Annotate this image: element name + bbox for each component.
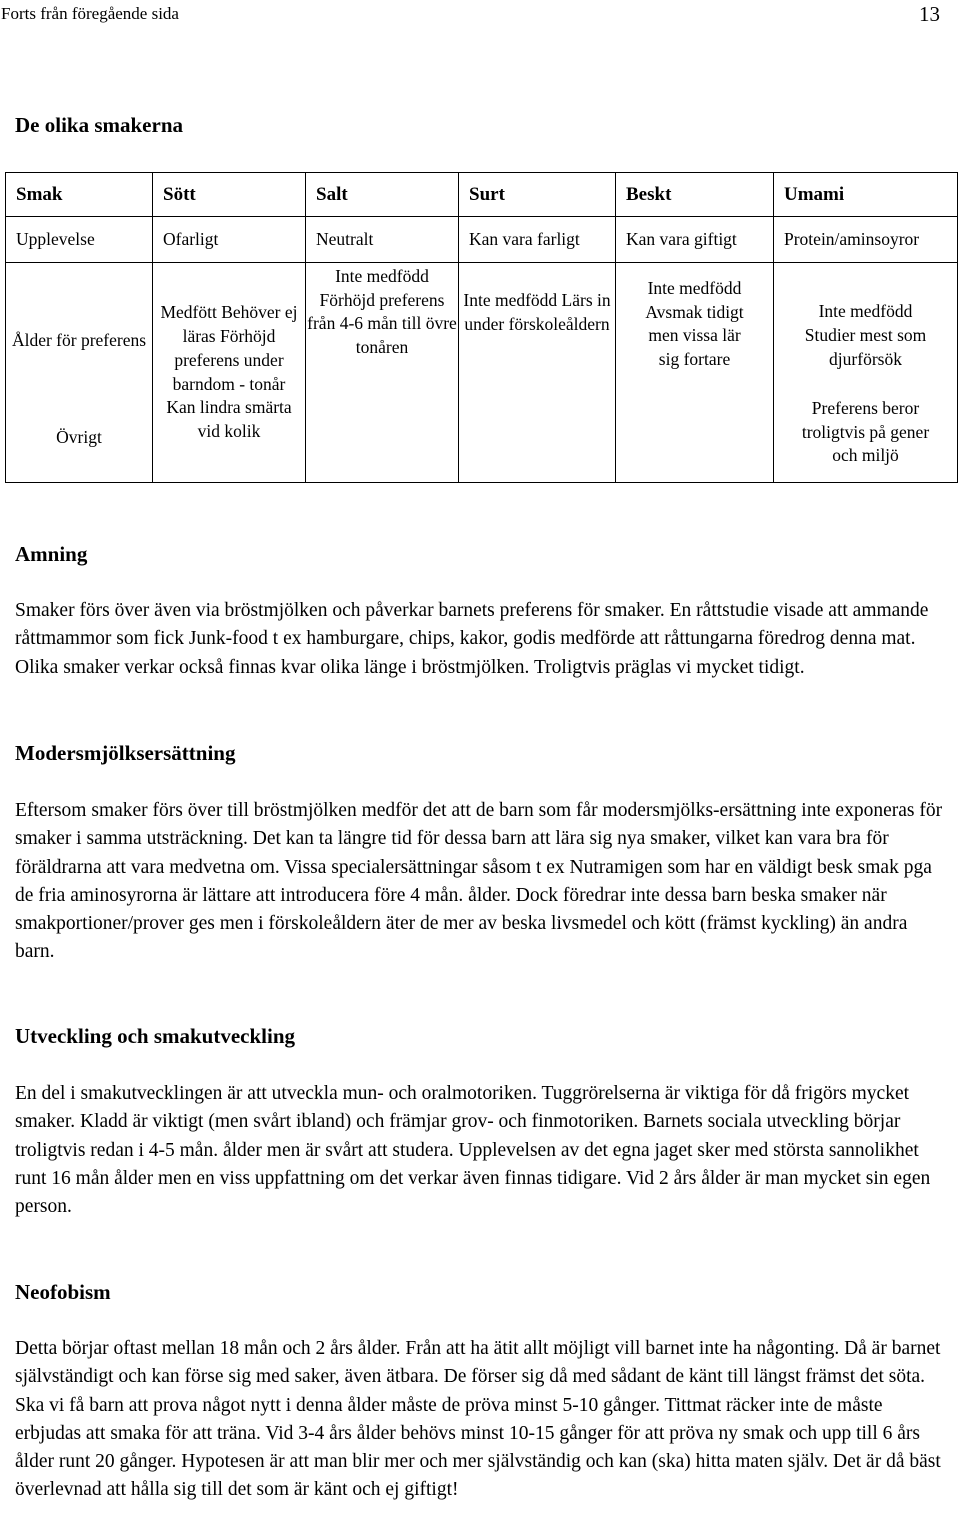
table-header-row: [6, 173, 958, 217]
running-header: Forts från föregående sida: [1, 4, 179, 23]
header-cell-smak: Smak: [6, 173, 153, 217]
cell-sott: [153, 263, 306, 483]
row-label-ovrigt: Övrigt: [56, 426, 102, 447]
table-row-preferens: [6, 263, 958, 483]
cell-row-labels: [6, 263, 153, 483]
cell-upplevelse-label: Upplevelse: [6, 217, 153, 263]
taste-table: [5, 172, 958, 483]
page-number: 13: [919, 2, 940, 26]
cell-upplevelse-surt: Kan vara farligt: [459, 217, 616, 263]
cell-upplevelse-beskt: Kan vara giftigt: [616, 217, 774, 263]
header-cell-surt: Surt: [459, 173, 616, 217]
header-cell-beskt: Beskt: [616, 173, 774, 217]
umami-preferens-text: Inte medfödd Studier mest som djurförsök: [804, 301, 927, 369]
cell-salt: [306, 263, 459, 483]
cell-umami: [774, 263, 958, 483]
sott-ovrigt-text: Kan lindra smärta vid kolik: [166, 397, 292, 441]
row-label-alder: Ålder för preferens: [11, 330, 147, 351]
paragraph-utveckling: En del i smakutvecklingen är att utveckla mun- och oralmotoriken. Tuggrörelserna är viktiga för då frigörs mycket smaker. Kladd är viktigt (men svårt ibland) och främjar grov- och finmotoriken. Barnets sociala utveckling börjar troligtvis redan i 4-5 mån. ålder men är svårt att studera. Upplevelsen av det egna jaget sker med största sannolikhet runt 16 mån ålder men en viss uppfattning om det verkar även finnas tidigare. Vid 2 års ålder är man mycket sin egen person.: [15, 1083, 931, 1218]
beskt-text: Inte medfödd Avsmak tidigt men vissa lär sig fortare: [645, 278, 744, 370]
section-title-smakerna: De olika smakerna: [15, 113, 183, 137]
heading-amning: Amning: [15, 542, 88, 566]
salt-text: Inte medfödd Förhöjd preferens från 4-6 mån till övre tonåren: [307, 266, 457, 358]
heading-neofobism: Neofobism: [15, 1280, 111, 1304]
cell-upplevelse-salt: Neutralt: [306, 217, 459, 263]
cell-surt: [459, 263, 616, 483]
heading-utveckling: Utveckling och smakutveckling: [15, 1024, 296, 1048]
paragraph-neofobism: Detta börjar oftast mellan 18 mån och 2 års ålder. Från att ha ätit allt möjligt vill barnet inte ha någonting. Då är barnet självständigt och kan förse sig med saker, även ätbara. De förser sig då med sådant de känt till längst främst det söta. Ska vi få barn att prova något nytt i denna ålder måste de pröva minst 5-10 gånger. Tittmat räcker inte de måste erbjudas att smaka för att träna. Vid 3-4 års ålder behövs minst 10-15 gånger för att pröva ny smak och upp till 6 års ålder runt 20 gånger. Hypotesen är att man blir mer och mer självständig och kan (ska) hitta maten själv. Det är då bäst överlevnad att hålla sig till det som är känt och ej giftigt!: [15, 1338, 941, 1501]
paragraph-modersmjolk: Eftersom smaker förs över till bröstmjölken medför det att de barn som får modersmjölks-ersättning inte exponeras för smaker i samma utsträckning. Det kan ta längre tid för dessa barn att lära sig nya smaker, vilket kan vara bra för föräldrarna att vara medvetna om. Vissa specialersättningar såsom t ex Nutramigen som har en väldigt besk smak pga de fria aminosyrorna är lättare att introducera före 4 mån. ålder. Dock föredrar inte dessa barn beska smaker när smakportioner/prover ges men i förskoleåldern äter de mer av beska livsmedel och kött (främst kyckling) än andra barn.: [15, 800, 943, 963]
header-cell-umami: Umami: [774, 173, 958, 217]
umami-ovrigt-text: Preferens beror troligtvis på gener och miljö: [801, 397, 930, 466]
header-cell-salt: Salt: [306, 173, 459, 217]
surt-text: Inte medfödd Lärs in under förskoleåldern: [463, 290, 611, 334]
header-cell-sott: Sött: [153, 173, 306, 217]
cell-upplevelse-umami: Protein/aminsoyror: [774, 217, 958, 263]
paragraph-amning: Smaker förs över även via bröstmjölken och påverkar barnets preferens för smaker. En råttstudie visade att ammande råttmammor som fick Junk-food t ex hamburgare, chips, kakor, godis medförde att råttungarna föredrog denna mat. Olika smaker verkar också finnas kvar olika länge i bröstmjölken. Troligtvis präglas vi mycket tidigt.: [15, 600, 929, 678]
table-row-upplevelse: [6, 217, 958, 263]
heading-modersmjolk: Modersmjölksersättning: [15, 741, 236, 765]
cell-upplevelse-sott: Ofarligt: [153, 217, 306, 263]
sott-preferens-text: Medfött Behöver ej läras Förhöjd preferens under barndom - tonår: [160, 302, 298, 394]
cell-beskt: [616, 263, 774, 483]
